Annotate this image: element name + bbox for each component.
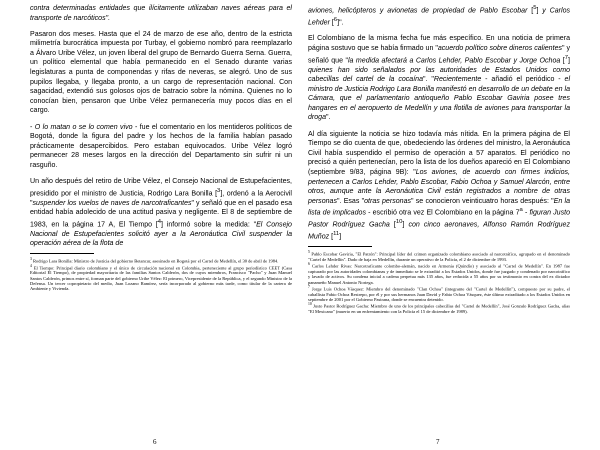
text-run: - escribió otra vez El Colombiano en la página 7: [365, 209, 520, 217]
text-run: " y señaló que ": [308, 44, 570, 64]
text-run: Un año después del retiro de Uribe Vélez, el Consejo Nacional de Estupefacientes, presidido por el ministro de Justicia, Rodrigo Lara Bonilla [: [30, 178, 292, 197]
footnote: [308, 302, 570, 314]
italic-text-run: quienes han sido señalados por las autoridades de Estados Unidos como cabecillas del cartel de la cocaína: [308, 66, 570, 84]
italic-text-run: contra determinadas entidades que ilícitamente utilizaban naves aéreas para el transporte de narcóticos".: [30, 5, 292, 22]
italic-text-run: y Carlos Lehder: [308, 7, 571, 27]
italic-text-run: O lo matan o se lo comen vivo: [34, 123, 133, 131]
footnote-ref: 5: [533, 5, 537, 11]
footnote-text: Rodrigo Lara Bonilla: Ministro de Justicia del gobierno Betancur, asesinado en Bogotá por el Cartel de Medellín, el 30 de abril de 1984.: [31, 258, 279, 264]
italic-text-run: Recientemente: [433, 76, 482, 84]
footnote-ref: 6: [333, 16, 338, 23]
text-run: El Colombiano de la misma fecha fue más específico. En una noticia de primera página sostuvo que se había firmado un ": [308, 35, 570, 52]
text-run: ]: [568, 56, 570, 64]
italic-text-run: En la lista de implicados: [308, 197, 571, 217]
text-run: " y señaló que en el pasado esa entidad había adolecido de una actitud pasiva y negligente. El 8 de septiembre de 1983, en la página 17 A, El Tiempo [: [30, 199, 293, 229]
text-run: [: [560, 56, 565, 64]
footnote-separator: [30, 253, 94, 254]
text-run: ]".: [337, 19, 344, 27]
text-run: ]: [339, 233, 342, 241]
italic-text-run: suspender los vuelos de naves de narcotraficantes: [32, 199, 192, 207]
text-run: [: [527, 7, 534, 15]
paragraph: [30, 123, 292, 171]
italic-text-run: la medida afectará a Carlos Lehder, Pablo Escobar y Jorge Ochoa: [347, 56, 561, 64]
text-run: - añadió el periódico -: [481, 76, 565, 84]
text-run: ]: [402, 221, 409, 229]
italic-text-run: otras personas: [364, 197, 412, 205]
footnote-ref: 7: [564, 54, 569, 61]
footnote-separator: [308, 246, 372, 247]
footnote-text: Carlos Lehder Rivas: Narcotraficante colombo-alemán, nacido en Armenia (Quindío) y asociado al "Cartel de Medellín". En 1987 fue capturado por las autoridades colombianas y de inmediato se le extraditó a los Estados Unidos, donde fue juzgado y condenado por narcotráfico y lavado de activos. Su condena inicial a cadena perpetua más 135 años, fue reducida a 55 años por su testimonio en contra del ex dictador panameño Manuel Antonio Noriega.: [308, 263, 570, 285]
text-run: -: [30, 123, 35, 131]
footnotes: [30, 257, 292, 292]
italic-text-run: aviones, helicópteros y avionetas de propiedad de Pablo Escobar: [308, 7, 528, 15]
paragraph: [308, 34, 570, 123]
paragraph: [308, 4, 570, 28]
text-run: ". Esas ": [337, 197, 365, 205]
text-run: ". ": [423, 76, 434, 84]
footnote-ref: 4: [157, 218, 162, 225]
footnote-ref: 11: [333, 231, 340, 238]
footnote: [30, 264, 292, 292]
footnote-number: 6: [308, 262, 310, 267]
italic-text-run: con cinco aeronaves, Alfonso Ramón Rodríguez Muñoz: [308, 221, 570, 241]
text-run: [: [329, 19, 334, 27]
paragraph: [30, 30, 292, 116]
italic-text-run: El Consejo Nacional de Estupefacientes solicitó ayer a la Aeronáutica Civil suspender la operación aérea de la flota de: [30, 221, 292, 248]
footnote: [30, 257, 292, 264]
page-right-column: [308, 4, 570, 314]
footnote-ref: a: [519, 207, 523, 214]
page-left-column: [30, 4, 292, 292]
italic-text-run: Los aviones, de acuerdo con firmes indicios, pertenecen a Carlos Lehder, Pablo Escobar, Fabio Ochoa y Samuel Alarcón, entre otros, aunque ante la Aeronáutica Civil están registrados a nombre de otras personas: [308, 168, 570, 205]
footnote-text: Jorge Luis Ochoa Vásquez: Miembro del denominado "Clan Ochoa" (integrante del "Cartel de Medellín"), compuesto por su padre, el caballista Fabio Ochoa Restrepo, por él y por sus hermanos Juan David y Fabio Ochoa Vásquez, éste último extraditado a los Estados Unidos en septiembre de 2001 por el Gobierno Pastrana, donde se encuentra detenido.: [308, 286, 570, 302]
text-run: [: [389, 221, 396, 229]
paragraph: [30, 4, 292, 23]
text-run: Al día siguiente la noticia se hizo todavía más nítida. En la primera página de El Tiempo se dio cuenta de que, obedeciendo las órdenes del ministro, la Aeronáutica Civil había suspendido el permiso de operación a 57 aparatos. El periódico no precisó a quién pertenecían, pero la lista de los dueños apareció en El Colombiano (septiembre 9/83, página 9B): ": [308, 130, 570, 176]
italic-text-run: el ministro de Justicia Rodrigo Lara Bonilla manifestó en desarrollo de un debate en la Cámara, que el parlamentario antioqueño Pablo Escobar Gaviria posee tres hangares en el aeropuerto de Medellín y una flotilla de aviones para transportar la droga: [308, 76, 571, 122]
italic-text-run: acuerdo político sobre dineros calientes: [437, 44, 563, 52]
paragraph: [30, 177, 292, 249]
footnote-text: El Tiempo: Principal diario colombiano y el único de circulación nacional en Colombia, perteneciente al grupo periodístico CEET (Casa Editorial El Tiempo), de propiedad mayoritaria de las familias Santos Calderón, dos de cuyos miembros, Francisco "Pacho" y Juan Manuel Santos Calderón, primos entre sí, forman parte del gobierno Uribe Vélez: El primero, Vicepresidente de la República, y el segundo Ministro de la Defensa. Un tercer copropietario del medio, Juan Lozano Ramírez, sería incorporado al gobierno más tarde, como titular de la cartera de Ambiente y Vivienda.: [30, 265, 292, 292]
footnote-ref: 3: [217, 187, 221, 194]
text-run: ] informó sobre la medida: ": [161, 221, 257, 229]
text-run: -: [522, 209, 530, 217]
footnote-number: 3: [30, 256, 32, 261]
footnote-number: 10: [308, 302, 312, 307]
footnote-text: Justo Pastor Rodríguez Gacha: Miembro de uno de los principales cabecillas del "Cartel de Medellín", José Gonzalo Rodríguez Gacha, alias "El Mexicano" (muerto en un enfrentamiento con la Policía el 15 de diciembre de 1989).: [308, 303, 570, 315]
footnotes: [308, 250, 570, 314]
text-run: ]: [536, 7, 543, 15]
text-run: [: [329, 233, 334, 241]
text-run: Pasaron dos meses. Hasta que el 24 de marzo de ese año, dentro de la estricta milimetría burocrática impuesta por Turbay, el gobierno nombró para reemplazarlo a Álvaro Uribe Vélez, un joven liberal del grupo de Bernardo Guerra Serna. Guerra, un político elemental que había permanecido en el Senado durante varias legislaturas a punta de componendas y rifas de neveras, se alegró. Uno de sus pupilos llegaba, y llegaba pronto, a un cargo de representación nacional. Con sagacidad, extendió sus golosos ojos de batracio sobre la nómina. Quienes no lo conocían bien, pensaron que Uribe Vélez permanecería muy pocos días en el cargo.: [30, 30, 292, 115]
footnote-number: 4: [30, 263, 32, 268]
text-run: " se conocieron veinticuatro horas después: ": [411, 197, 554, 205]
paragraph: [308, 130, 570, 243]
text-run: - fue el comentario en los mentideros políticos de Bogotá, donde la figura del padre y los hechos de la familia habían pasado prácticamente desapercibidos. Pero estaban equivocados. Uribe Vélez logró permanecer 28 meses largos en la dirección del Departamento sin sufrir ni un rasguño.: [30, 123, 292, 169]
footnote-text: Pablo Escobar Gaviria, "El Patrón": Principal líder del crimen organizado colombiano asociado al narcotráfico, agrupado en el denominado "Cartel de Medellín". Dado de baja en Medellín, durante un operativo de la Policía, el 2 de diciembre de 1993.: [308, 251, 570, 262]
italic-text-run: figuran Justo Pastor Rodríguez Gacha: [308, 209, 570, 229]
footnote-ref: 10: [395, 219, 403, 226]
text-run: ], ordenó a la Aerocivil ": [30, 189, 292, 207]
footnote: [308, 285, 570, 302]
footnote: [308, 262, 570, 285]
page-number-right: 7: [436, 438, 440, 446]
footnote-number: 5: [308, 250, 310, 255]
footnote-number: 7: [308, 284, 310, 289]
text-run: ".: [326, 114, 331, 122]
footnote: [308, 250, 570, 262]
page-number-left: 6: [153, 438, 157, 446]
